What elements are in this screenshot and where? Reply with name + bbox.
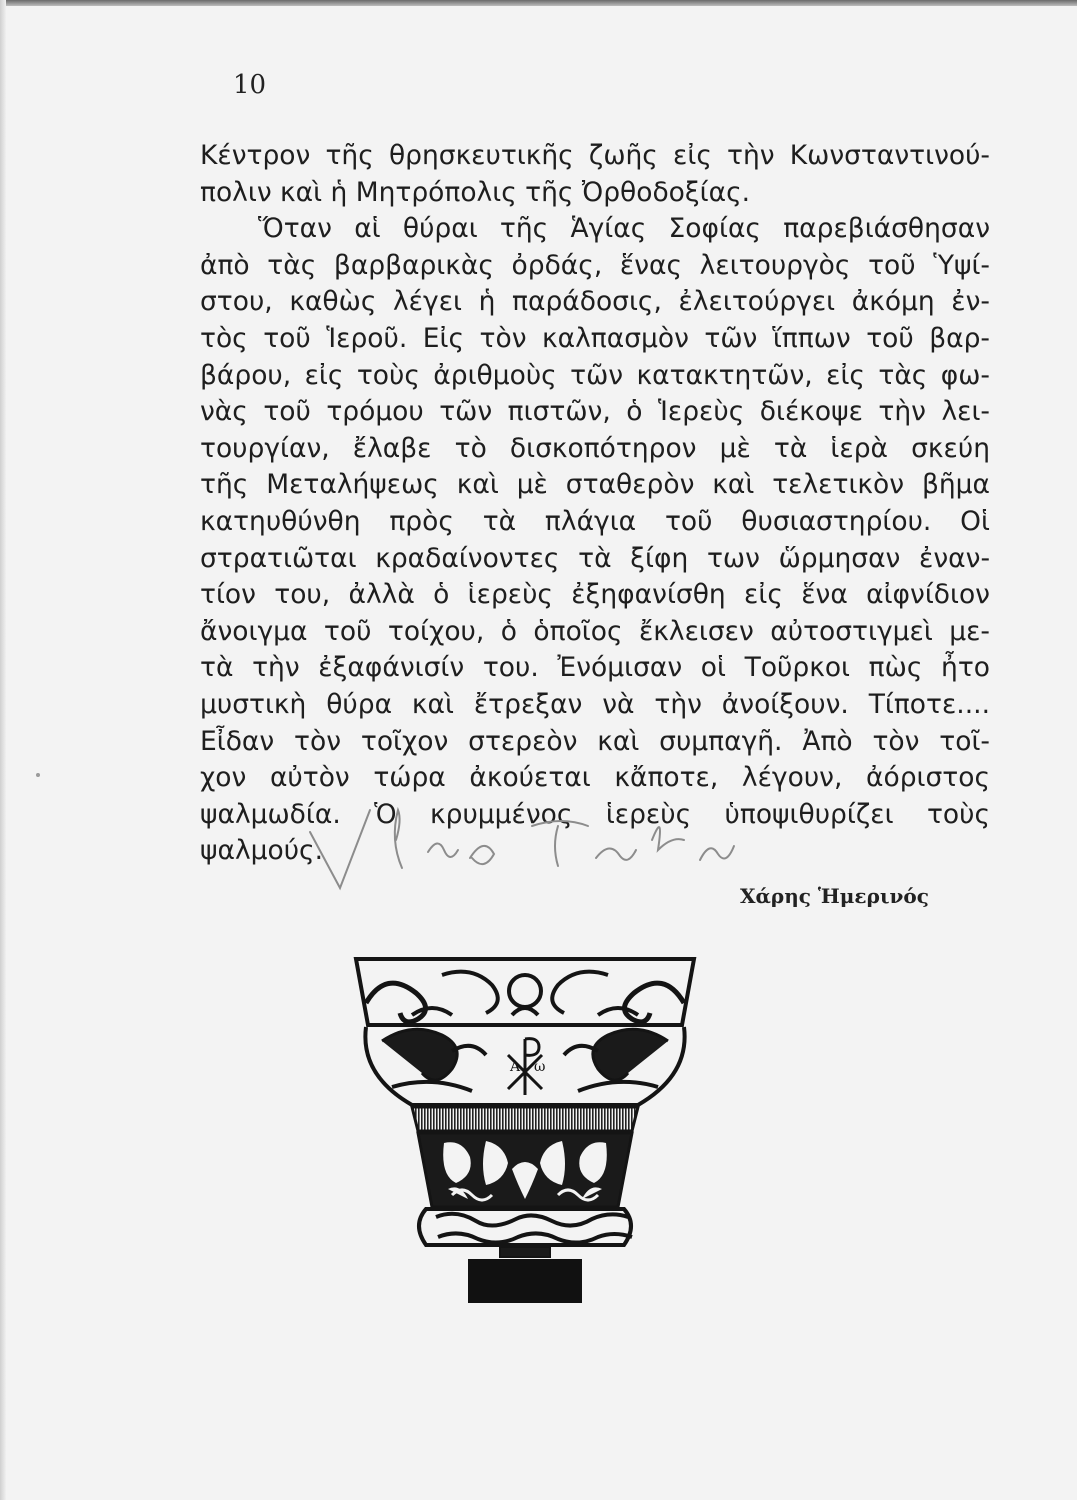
page-number: 10: [233, 70, 267, 100]
text-line: πολιν καὶ ἡ Μητρόπολις τῆς Ὀρθοδοξίας.: [200, 176, 751, 208]
text-line: κατηυθύνθη πρὸς τὰ πλάγια τοῦ θυσιαστηρίου. Οἱ: [200, 505, 990, 537]
pencil-annotation: [300, 770, 780, 910]
capital-omega-letter: ω: [534, 1059, 546, 1075]
text-line: τῆς Μεταλήψεως καὶ μὲ σταθερὸν καὶ τελετικὸν βῆμα: [200, 469, 990, 501]
text-line: ἄνοιγμα τοῦ τοίχου, ὁ ὁποῖος ἔκλεισεν αὐτοστιγμεὶ με-: [200, 615, 990, 647]
text-line: τίον του, ἀλλὰ ὁ ἱερεὺς ἐξηφανίσθη εἰς ἕνα αἰφνίδιον: [200, 579, 990, 611]
text-line: μυστικὴ θύρα καὶ ἔτρεξαν νὰ τὴν ἀνοίξουν. Τίποτε....: [200, 688, 990, 720]
text-line: τουργίαν, ἔλαβε τὸ δισκοπότηρον μὲ τὰ ἱερὰ σκεύη: [200, 432, 990, 464]
page-left-edge: [0, 0, 6, 1500]
text-line: χον αὐτὸν τώρα ἀκούεται κἄποτε, λέγουν, ἀόριστος: [200, 762, 990, 794]
text-line: νὰς τοῦ τρόμου τῶν πιστῶν, ὁ Ἱερεὺς διέκοψε τὴν λει-: [200, 396, 990, 428]
text-line: τὰ τὴν ἐξαφάνισίν του. Ἐνόμισαν οἱ Τοῦρκοι πὼς ἦτο: [200, 652, 990, 684]
text-line: ψαλμωδία. Ὁ κρυμμένος ἱερεὺς ὑποψιθυρίζει τοὺς: [200, 798, 990, 830]
text-line: Εἶδαν τὸν τοῖχον στερεὸν καὶ συμπαγῆ. Ἀπὸ τὸν τοῖ-: [200, 725, 990, 757]
text-line: βάρου, εἰς τοὺς ἀριθμοὺς τῶν κατακτητῶν, εἰς τὰς φω-: [200, 359, 990, 391]
capital-alpha-letter: Α: [510, 1059, 521, 1075]
page-top-edge: [0, 0, 1077, 6]
text-line: Ὅταν αἱ θύραι τῆς Ἁγίας Σοφίας παρεβιάσθησαν: [258, 213, 990, 245]
text-line: Κέντρον τῆς θρησκευτικῆς ζωῆς εἰς τὴν Κωνσταντινού-: [200, 140, 990, 171]
body-text: [200, 138, 990, 870]
text-line: στρατιῶται κραδαίνοντες τὰ ξίφη των ὥρμησαν ἐναν-: [200, 542, 990, 574]
scan-speck: [36, 773, 40, 777]
byzantine-capital-ornament: [352, 955, 698, 1305]
text-line: ψαλμούς.: [200, 835, 324, 867]
text-line: στου, καθὼς λέγει ἡ παράδοσις, ἐλειτούργει ἀκόμη ἐν-: [200, 286, 990, 318]
text-line: τὸς τοῦ Ἱεροῦ. Εἰς τὸν καλπασμὸν τῶν ἵππων τοῦ βαρ-: [200, 322, 990, 354]
text-line: ἀπὸ τὰς βαρβαρικὰς ὀρδάς, ἕνας λειτουργὸς τοῦ Ὑψί-: [200, 249, 990, 281]
author-signature: Χάρης Ἡμερινός: [740, 884, 929, 908]
